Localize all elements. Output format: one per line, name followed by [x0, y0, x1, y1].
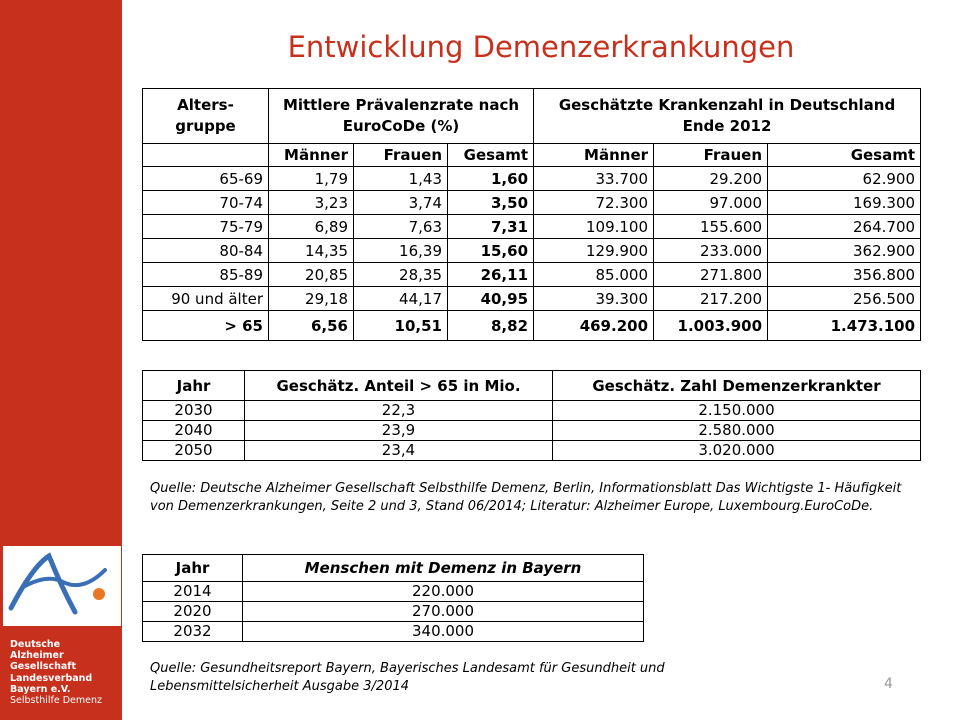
table-row: 80-84 14,35 16,39 15,60 129.900 233.000 362.900: [143, 239, 921, 263]
bavaria-table: [142, 554, 644, 642]
source-note: Quelle: Gesundheitsreport Bayern, Bayerisches Landesamt für Gesundheit und Lebensmittelsicherheit Ausgabe 3/2014: [150, 661, 665, 694]
subheader-men: Männer: [269, 144, 354, 167]
page-number: 4: [884, 676, 893, 692]
page-title: Entwicklung Demenzerkrankungen: [287, 30, 795, 64]
header-prevalence-rate: Mittlere Prävalenzrate nach EuroCoDe (%): [269, 89, 534, 144]
table-row: 2032 340.000: [143, 622, 644, 642]
table-row: 75-79 6,89 7,63 7,31 109.100 155.600 264.700: [143, 215, 921, 239]
subheader-men: Männer: [534, 144, 654, 167]
subheader-women: Frauen: [354, 144, 448, 167]
prevalence-table: [142, 88, 921, 341]
sidebar: [0, 0, 122, 720]
projection-table: [142, 370, 921, 461]
table-row-total: > 65 6,56 10,51 8,82 469.200 1.003.900 1.473.100: [143, 311, 921, 341]
logo: [3, 546, 121, 626]
header-age-group: Alters-gruppe: [143, 89, 269, 144]
subheader-total: Gesamt: [448, 144, 534, 167]
source-note: Quelle: Deutsche Alzheimer Gesellschaft Selbsthilfe Demenz, Berlin, Informationsblatt Das Wichtigste 1- Häufigkeit von Demenzerkrankungen, Seite 2 und 3, Stand 06/2014; Literatur: Alzheimer Europe, Luxembourg.EuroCoDe.: [150, 481, 902, 514]
table-row: 65-69 1,79 1,43 1,60 33.700 29.200 62.900: [143, 167, 921, 191]
table-row: 2014 220.000: [143, 582, 644, 602]
table-row: 2020 270.000: [143, 602, 644, 622]
table-row: 2040 23,9 2.580.000: [143, 421, 921, 441]
header-share-over-65: Geschätz. Anteil > 65 in Mio.: [245, 371, 553, 401]
header-dementia-count: Geschätz. Zahl Demenzerkrankter: [553, 371, 921, 401]
organization-name: Deutsche Alzheimer Gesellschaft Landesverband Bayern e.V. Selbsthilfe Demenz: [10, 639, 102, 707]
header-patient-count: Geschätzte Krankenzahl in Deutschland Ende 2012: [534, 89, 921, 144]
table-row: 2050 23,4 3.020.000: [143, 441, 921, 461]
table-row: 90 und älter 29,18 44,17 40,95 39.300 217.200 256.500: [143, 287, 921, 311]
subheader-women: Frauen: [654, 144, 768, 167]
table-row: 85-89 20,85 28,35 26,11 85.000 271.800 356.800: [143, 263, 921, 287]
table-row: 2030 22,3 2.150.000: [143, 401, 921, 421]
alzheimer-logo-icon: [3, 546, 121, 626]
header-people-bavaria: Menschen mit Demenz in Bayern: [243, 555, 644, 582]
header-year: Jahr: [143, 371, 245, 401]
subheader-empty: [143, 144, 269, 167]
header-year: Jahr: [143, 555, 243, 582]
subheader-total: Gesamt: [768, 144, 921, 167]
table-row: 70-74 3,23 3,74 3,50 72.300 97.000 169.300: [143, 191, 921, 215]
